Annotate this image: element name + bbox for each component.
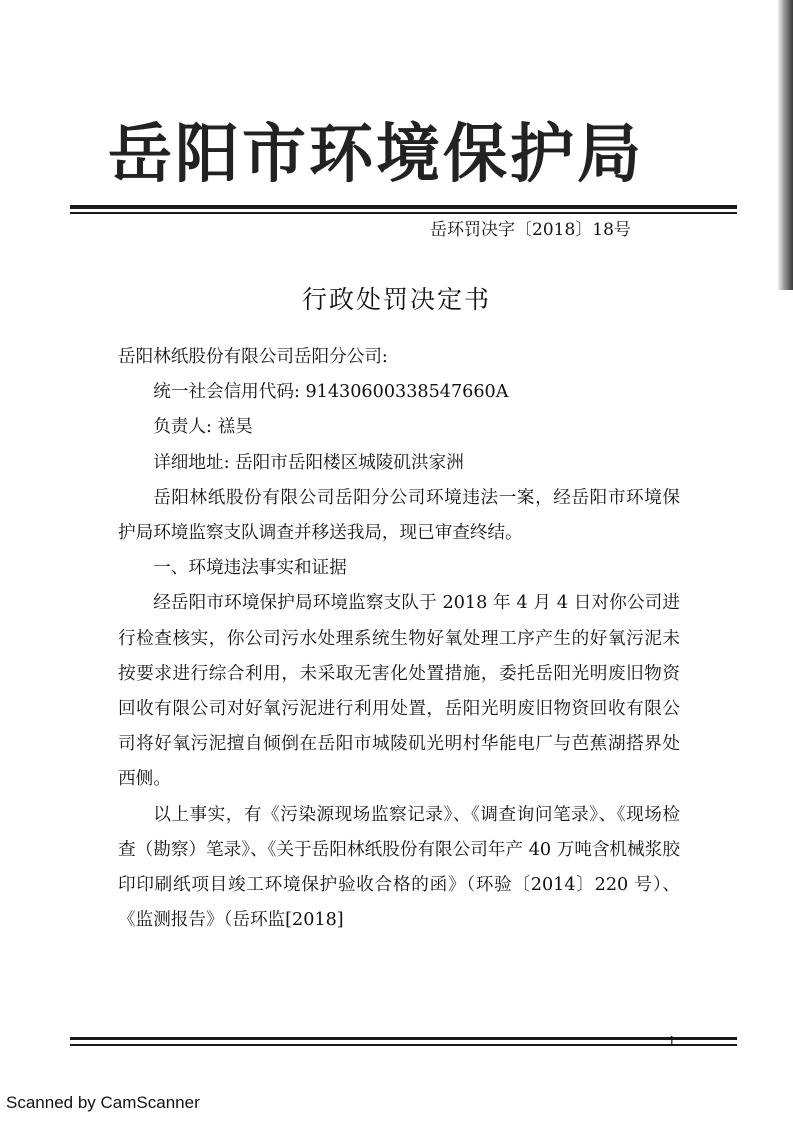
evidence-paragraph: 以上事实，有《污染源现场监察记录》、《调查询问笔录》、《现场检查（勘察）笔录》、《关于岳阳林纸股份有限公司年产 40 万吨含机械浆胶印印刷纸项目竣工环境保护验收合格的函》（环验〔2014〕220 号）、《监测报告》（岳环监[2018] [118, 804, 680, 931]
letterhead-thin-rule [70, 212, 737, 214]
credit-code: 统一社会信用代码: 91430600338547660A [153, 382, 509, 403]
scan-edge-shadow [777, 0, 793, 290]
footer-thin-rule [70, 1044, 737, 1046]
footer-thick-rule [70, 1037, 737, 1040]
facts-paragraph: 经岳阳市环境保护局环境监察支队于 2018 年 4 月 4 日对你公司进行检查核实，你公司污水处理系统生物好氧处理工序产生的好氧污泥未按要求进行综合利用，未采取无害化处置措施，委托岳阳光明废旧物资回收有限公司对好氧污泥进行利用处置，岳阳光明废旧物资回收有限公司将好氧污泥擅自倾倒在岳阳市城陵矶光明村华能电厂与芭蕉湖搭界处西侧。 [118, 593, 680, 790]
case-intro-paragraph: 岳阳林纸股份有限公司岳阳分公司环境违法一案，经岳阳市环境保护局环境监察支队调查并移送我局，现已审查终结。 [118, 487, 680, 544]
address: 详细地址: 岳阳市岳阳楼区城陵矶洪家洲 [153, 452, 464, 473]
responsible-person: 负责人: 禚昊 [153, 417, 253, 438]
document-body [118, 340, 680, 938]
page-number: 1 [668, 1034, 676, 1048]
letterhead-thick-rule [70, 205, 737, 209]
scanner-watermark: Scanned by CamScanner [6, 1093, 200, 1112]
section-heading: 一、环境违法事实和证据 [153, 558, 347, 579]
addressee: 岳阳林纸股份有限公司岳阳分公司: [118, 347, 388, 367]
letterhead-title: 岳阳市环境保护局 [108, 118, 644, 192]
document-number: 岳环罚决字〔2018〕18号 [430, 220, 631, 240]
document-title: 行政处罚决定书 [301, 285, 491, 314]
